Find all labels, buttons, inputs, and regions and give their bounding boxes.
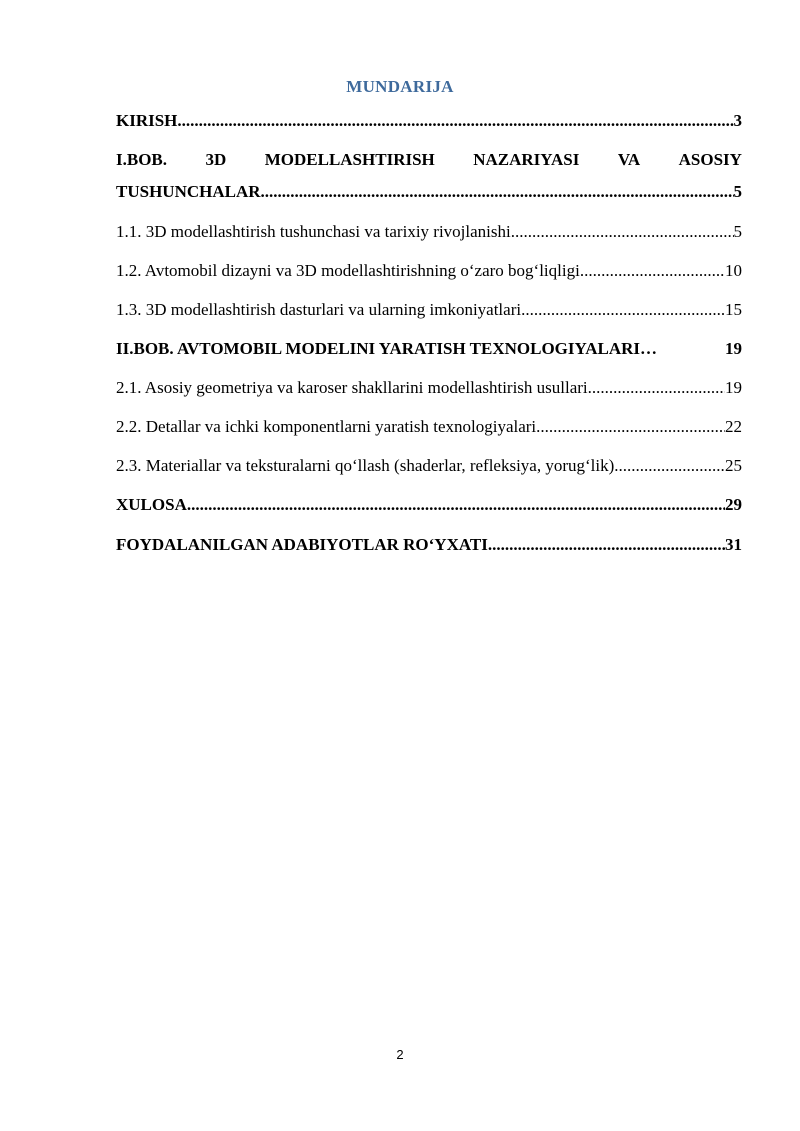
toc-entry-label: 1.2. Avtomobil dizayni va 3D modellashtirishning o‘zaro bog‘liqligi <box>116 261 580 280</box>
toc-leader-dots <box>187 495 725 515</box>
toc-entry-label: II.BOB. AVTOMOBIL MODELINI YARATISH TEXNOLOGIYALARI… <box>116 339 658 358</box>
toc-word: 3D <box>205 150 227 169</box>
toc-entry-label: KIRISH <box>116 111 178 130</box>
toc-leader-dots <box>580 261 725 281</box>
toc-entry-page: 19 <box>725 378 742 397</box>
toc-entry-1-1[interactable] <box>116 222 742 242</box>
toc-entry-xulosa[interactable] <box>116 495 742 515</box>
toc-leader-dots <box>588 378 725 398</box>
toc-word: MODELLASHTIRISH <box>264 150 435 169</box>
toc-word: ASOSIY <box>678 150 742 169</box>
toc-leader-dots <box>536 417 725 437</box>
toc-entry-page: 15 <box>725 300 742 319</box>
toc-entry-1-2[interactable] <box>116 261 742 281</box>
page-number: 2 <box>396 1047 404 1062</box>
toc-word: NAZARIYASI <box>473 150 580 169</box>
toc-title: MUNDARIJA <box>346 77 454 96</box>
toc-entry-page: 3 <box>733 111 742 130</box>
toc-entry-label: 2.2. Detallar va ichki komponentlarni yaratish texnologiyalari <box>116 417 537 436</box>
toc-entry-chapter1-line1[interactable] <box>116 150 742 170</box>
toc-entry-label: XULOSA <box>116 495 187 514</box>
toc-entry-chapter1[interactable] <box>116 182 742 202</box>
toc-leader-dots <box>177 111 733 131</box>
toc-entry-page: 29 <box>725 495 742 514</box>
toc-entry-1-3[interactable] <box>116 300 742 320</box>
toc-entry-page: 10 <box>725 261 742 280</box>
toc-entry-page: 25 <box>725 456 742 475</box>
toc-entry-2-2[interactable] <box>116 417 742 437</box>
toc-entry-label: 2.1. Asosiy geometriya va karoser shakllarini modellashtirish usullari <box>116 378 588 397</box>
toc-entry-label: 2.3. Materiallar va teksturalarni qo‘llash (shaderlar, refleksiya, yorug‘lik) <box>116 456 615 475</box>
toc-leader-dots <box>261 182 734 202</box>
toc-entry-2-3[interactable] <box>116 456 742 476</box>
toc-entry-page: 31 <box>725 535 742 554</box>
toc-word: VA <box>617 150 641 169</box>
toc-leader-dots <box>511 222 734 242</box>
toc-entry-kirish[interactable] <box>116 111 742 131</box>
toc-entry-label: 1.1. 3D modellashtirish tushunchasi va tarixiy rivojlanishi <box>116 222 511 241</box>
toc-entry-page: 5 <box>733 222 742 241</box>
toc-entry-label: TUSHUNCHALAR <box>116 182 261 201</box>
toc-leader-dots <box>521 300 725 320</box>
toc-leader-dots <box>488 535 725 555</box>
toc-entry-page: 19 <box>725 339 742 358</box>
toc-word: I.BOB. <box>116 150 168 169</box>
toc-entry-page: 5 <box>733 182 742 201</box>
toc-entry-label: FOYDALANILGAN ADABIYOTLAR RO‘YXATI <box>116 535 488 554</box>
toc-entry-label: 1.3. 3D modellashtirish dasturlari va ularning imkoniyatlari <box>116 300 522 319</box>
toc-leader-dots <box>614 456 725 476</box>
toc-entry-chapter2[interactable] <box>116 339 742 359</box>
toc-entry-page: 22 <box>725 417 742 436</box>
toc-entry-2-1[interactable] <box>116 378 742 398</box>
toc-entry-references[interactable] <box>116 535 742 555</box>
